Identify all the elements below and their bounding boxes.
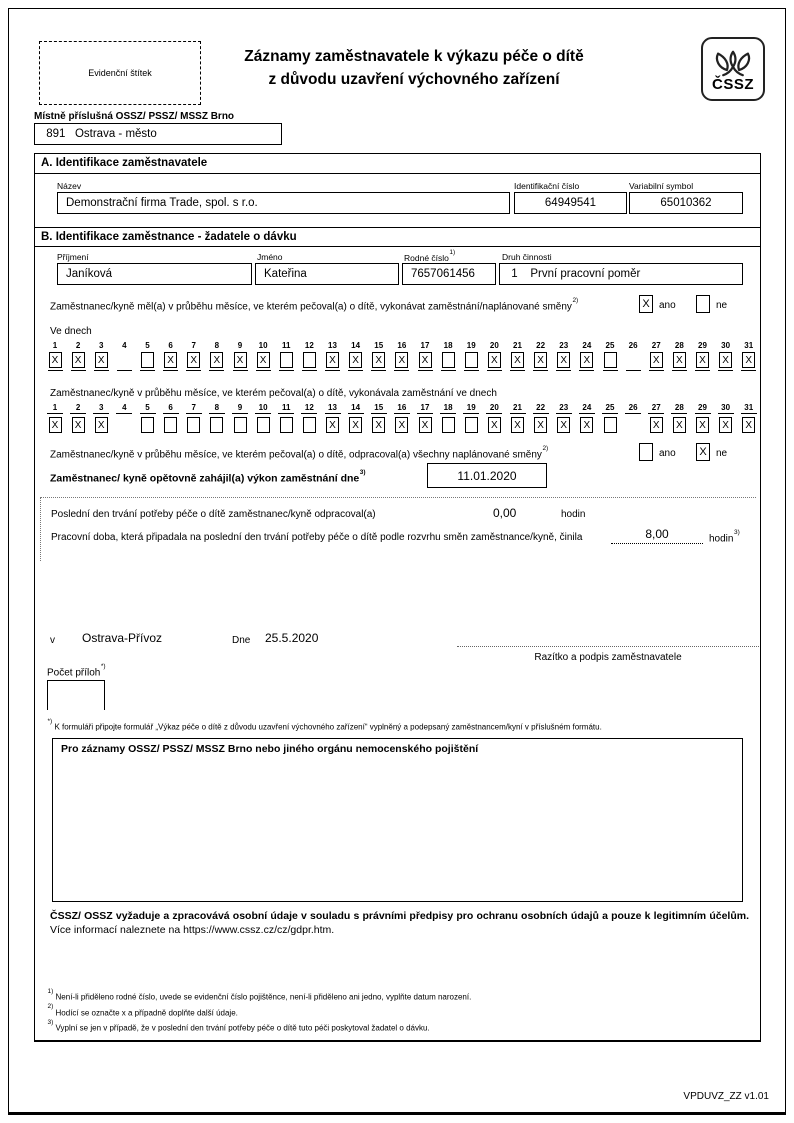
- day-checkbox[interactable]: X: [326, 352, 339, 368]
- day-number: 4: [122, 341, 127, 350]
- day-number: 3: [99, 341, 104, 350]
- day-checkbox[interactable]: X: [557, 417, 570, 433]
- day-number: 8: [214, 341, 220, 350]
- day-checkbox[interactable]: [303, 417, 316, 433]
- signature-line[interactable]: [457, 646, 759, 647]
- day-checkbox[interactable]: [234, 417, 247, 433]
- day-checkbox[interactable]: X: [719, 352, 732, 368]
- day-checkbox[interactable]: X: [650, 352, 663, 368]
- gdpr-bold: ČSSZ/ OSSZ vyžaduje a zpracovává osobní údaje v souladu s právními předpisy pro ochranu osobních údajů a pouze k legitimním účelům.: [50, 910, 749, 922]
- day-cell-9: [232, 403, 248, 433]
- day-cell-7: [186, 403, 202, 433]
- day-checkbox[interactable]: X: [395, 352, 408, 368]
- q1-ano-checkbox[interactable]: X: [639, 295, 653, 313]
- day-cell-2: [70, 403, 86, 433]
- evidencni-stitek-label: Evidenční štítek: [88, 68, 152, 78]
- day-checkbox[interactable]: X: [210, 352, 223, 368]
- day-cell-8: [209, 403, 225, 433]
- question2-text: Zaměstnanec/kyně v průběhu měsíce, ve kterém pečoval(a) o dítě, vykonávala zaměstnání ve dnech: [50, 388, 497, 399]
- ossz-label: Místně příslušná OSSZ/ PSSZ/ MSSZ Brno: [34, 111, 235, 122]
- day-checkbox[interactable]: X: [511, 352, 524, 368]
- day-number: 19: [463, 403, 479, 414]
- restart-date-field[interactable]: 11.01.2020: [427, 463, 547, 488]
- pocet-priloh-field[interactable]: [47, 680, 105, 710]
- day-cell-12: [301, 341, 317, 371]
- day-checkbox[interactable]: [141, 417, 154, 433]
- day-number: 11: [282, 341, 291, 350]
- day-checkbox[interactable]: X: [673, 352, 686, 368]
- day-cell-23: [556, 341, 572, 371]
- day-checkbox[interactable]: X: [742, 352, 755, 368]
- section-b-title: B. Identifikace zaměstnance - žadatele o dávku: [35, 227, 760, 247]
- day-cell-30: [718, 341, 734, 371]
- day-cell-18: [440, 403, 456, 433]
- footnote-1: $^{1)}$ Není-li přiděleno rodné číslo, uvede se evidenční číslo pojištěnce, není-li přiděleno ani jedno, vyplňte datum narození.: [47, 987, 472, 1002]
- cssz-logo-text: ČSSZ: [711, 75, 754, 93]
- day-checkbox[interactable]: [210, 417, 223, 433]
- day-cell-21: [510, 341, 526, 371]
- day-number: 10: [255, 403, 271, 414]
- day-number: 28: [671, 403, 687, 414]
- day-number: 22: [533, 403, 549, 414]
- day-number: 10: [258, 341, 268, 350]
- day-number: 15: [374, 341, 384, 350]
- hours-section: [40, 497, 756, 561]
- day-number: 23: [556, 403, 572, 414]
- question1-text: Zaměstnanec/kyně měl(a) v průběhu měsíce, ve kterém pečoval(a) o dítě, vykonávat zaměstnání/naplánované směny$^{2)}$: [50, 296, 579, 313]
- day-dash: [627, 417, 640, 433]
- day-dash: [118, 417, 131, 433]
- day-cell-28: [671, 341, 687, 371]
- day-number: 12: [304, 341, 314, 350]
- place-field[interactable]: Ostrava-Přívoz: [82, 631, 163, 645]
- day-number: 14: [351, 341, 361, 350]
- day-grid-worked: [47, 403, 757, 433]
- tulip-icon: [710, 49, 756, 77]
- day-number: 21: [510, 403, 526, 414]
- day-cell-21: [510, 403, 526, 433]
- day-number: 7: [186, 403, 202, 414]
- day-cell-14: [348, 341, 364, 371]
- cssz-logo: [701, 37, 765, 101]
- day-cell-2: [70, 341, 86, 371]
- day-cell-8: [209, 341, 225, 371]
- q3-ne-checkbox[interactable]: X: [696, 443, 710, 461]
- day-cell-11: [278, 341, 294, 371]
- day-cell-12: [301, 403, 317, 433]
- day-number: 5: [145, 341, 150, 350]
- form-title: [179, 45, 649, 91]
- hours-line2-value[interactable]: 8,00: [611, 527, 703, 544]
- form-body-box: [34, 153, 761, 1042]
- form-version: VPDUVZ_ZZ v1.01: [683, 1091, 769, 1102]
- ossz-field[interactable]: 891 Ostrava - město: [34, 123, 282, 145]
- day-checkbox[interactable]: [465, 417, 478, 433]
- section-a-title: A. Identifikace zaměstnavatele: [35, 154, 760, 174]
- day-checkbox[interactable]: [280, 417, 293, 433]
- q1-ano-label: ano: [659, 300, 676, 311]
- day-number: 27: [651, 341, 661, 350]
- pocet-priloh-footnote-ref: *): [100, 662, 106, 670]
- day-number: 6: [168, 341, 173, 350]
- day-number: 29: [695, 403, 711, 414]
- day-number: 2: [70, 403, 86, 414]
- day-number: 7: [191, 341, 196, 350]
- day-cell-23: [556, 403, 572, 433]
- prilohy-footnote: *) K formuláři připojte formulář „Výkaz péče o dítě z důvodu uzavření výchovného zařízení“ vyplněný a podepsaný zaměstnancem/kyní v příslušném formátu.: [47, 717, 602, 732]
- day-cell-7: [186, 341, 202, 371]
- day-cell-19: [463, 341, 479, 371]
- day-number: 5: [140, 403, 156, 414]
- hours-line2-footnote-ref: 3): [733, 528, 740, 536]
- day-checkbox[interactable]: X: [419, 417, 432, 433]
- day-checkbox[interactable]: X: [580, 417, 593, 433]
- day-cell-17: [417, 403, 433, 433]
- day-cell-20: [486, 403, 502, 433]
- day-cell-4: [116, 341, 132, 371]
- day-number: 29: [698, 341, 707, 350]
- day-number: 15: [371, 403, 387, 414]
- day-checkbox[interactable]: X: [696, 417, 709, 433]
- day-number: 8: [209, 403, 225, 414]
- day-cell-24: [579, 341, 595, 371]
- day-number: 16: [394, 403, 410, 414]
- day-checkbox[interactable]: X: [580, 352, 593, 368]
- day-checkbox[interactable]: [164, 417, 177, 433]
- day-cell-25: [602, 403, 618, 433]
- day-number: 22: [536, 341, 546, 350]
- day-cell-22: [533, 341, 549, 371]
- day-cell-22: [533, 403, 549, 433]
- prijmeni-label: Příjmení: [57, 252, 89, 262]
- day-checkbox[interactable]: X: [49, 352, 62, 368]
- nazev-field[interactable]: Demonstrační firma Trade, spol. s r.o.: [57, 192, 510, 214]
- day-checkbox[interactable]: X: [372, 417, 385, 433]
- day-number: 25: [605, 341, 615, 350]
- day-grid-planned: [47, 341, 757, 371]
- day-number: 1: [52, 341, 58, 350]
- nazev-label: Název: [57, 181, 82, 191]
- day-number: 30: [721, 341, 731, 350]
- zaznamy-box: [52, 738, 743, 902]
- day-cell-10: [255, 403, 271, 433]
- day-number: 23: [559, 341, 569, 350]
- hours-line2-unit: hodin$^{3)}$: [709, 528, 740, 545]
- footnote-3: $^{3)}$ Vyplní se jen v případě, že v poslední den trvání potřeby péče o dítě tuto péči poskytoval žadatel o dávku.: [47, 1018, 430, 1033]
- pocet-priloh-label: Počet příloh*): [47, 662, 106, 679]
- day-cell-24: [579, 403, 595, 433]
- gdpr-regular: Více informací naleznete na https://www.cssz.cz/cz/gdpr.htm.: [50, 923, 335, 936]
- day-cell-13: [325, 341, 341, 371]
- day-checkbox[interactable]: X: [72, 417, 85, 433]
- day-checkbox[interactable]: X: [419, 352, 432, 368]
- day-number: 6: [163, 403, 179, 414]
- day-cell-16: [394, 341, 410, 371]
- day-checkbox[interactable]: X: [742, 417, 755, 433]
- day-number: 19: [466, 341, 476, 350]
- day-cell-18: [440, 341, 456, 371]
- day-cell-31: [741, 341, 757, 371]
- day-number: 26: [628, 341, 638, 350]
- hours-line1-text: Poslední den trvání potřeby péče o dítě zaměstnanec/kyně odpracoval(a): [51, 509, 376, 520]
- day-cell-11: [278, 403, 294, 433]
- q3-ano-checkbox[interactable]: [639, 443, 653, 461]
- day-checkbox[interactable]: X: [234, 352, 247, 368]
- form-page: [8, 8, 786, 1115]
- day-number: 17: [417, 403, 433, 414]
- day-cell-26: [625, 403, 641, 433]
- form-title-line1: Záznamy zaměstnavatele k výkazu péče o dítě: [244, 48, 584, 65]
- day-checkbox[interactable]: X: [488, 352, 501, 368]
- ve-dnech-label: Ve dnech: [50, 326, 92, 337]
- day-number: 31: [744, 341, 754, 350]
- day-cell-5: [140, 403, 156, 433]
- rodne-cislo-footnote-ref: 1): [449, 248, 456, 256]
- day-checkbox[interactable]: X: [673, 417, 686, 433]
- day-cell-16: [394, 403, 410, 433]
- hours-line2-text: Pracovní doba, která připadala na poslední den trvání potřeby péče o dítě podle rozvrhu směn zaměstnance/kyně, činila: [51, 532, 583, 543]
- day-cell-17: [417, 341, 433, 371]
- day-checkbox[interactable]: [465, 352, 478, 368]
- day-cell-28: [671, 403, 687, 433]
- day-checkbox[interactable]: X: [164, 352, 177, 368]
- day-number: 9: [232, 403, 248, 414]
- vs-field[interactable]: 65010362: [629, 192, 743, 214]
- day-checkbox[interactable]: X: [349, 417, 362, 433]
- day-cell-1: [47, 341, 63, 371]
- day-checkbox[interactable]: X: [372, 352, 385, 368]
- day-cell-6: [163, 403, 179, 433]
- place-label: v: [50, 635, 55, 646]
- day-cell-27: [648, 341, 664, 371]
- day-number: 3: [93, 403, 109, 414]
- day-number: 28: [674, 341, 684, 350]
- prijmeni-field[interactable]: Janíková: [57, 263, 252, 285]
- day-checkbox[interactable]: [303, 352, 316, 368]
- day-cell-26: [625, 341, 641, 371]
- day-number: 24: [582, 341, 592, 350]
- day-checkbox[interactable]: X: [534, 352, 547, 368]
- signature-caption: Razítko a podpis zaměstnavatele: [534, 652, 682, 663]
- hours-line1-unit: hodin: [561, 509, 586, 520]
- day-checkbox[interactable]: X: [534, 417, 547, 433]
- day-cell-29: [695, 341, 711, 371]
- ic-label: Identifikační číslo: [514, 181, 580, 191]
- druh-cinnosti-field[interactable]: 1 První pracovní poměr: [499, 263, 743, 285]
- vs-label: Variabilní symbol: [629, 181, 694, 191]
- day-cell-19: [463, 403, 479, 433]
- day-cell-4: [116, 403, 132, 433]
- footnote-2: $^{2)}$ Hodící se označte x a případně doplňte další údaje.: [47, 1003, 238, 1018]
- day-checkbox[interactable]: X: [511, 417, 524, 433]
- day-cell-14: [348, 403, 364, 433]
- day-number: 13: [325, 403, 341, 414]
- day-dash: [627, 352, 640, 368]
- day-number: 14: [348, 403, 364, 414]
- day-checkbox[interactable]: X: [95, 417, 108, 433]
- date-field[interactable]: 25.5.2020: [265, 631, 319, 645]
- day-cell-3: [93, 403, 109, 433]
- date-label: Dne: [232, 635, 251, 646]
- day-number: 18: [440, 403, 456, 414]
- day-checkbox[interactable]: [280, 352, 293, 368]
- jmeno-label: Jméno: [257, 252, 283, 262]
- day-number: 4: [116, 403, 132, 414]
- day-checkbox[interactable]: X: [326, 417, 339, 433]
- rodne-cislo-field[interactable]: 7657061456: [402, 263, 496, 285]
- day-cell-10: [255, 341, 271, 371]
- day-number: 2: [75, 341, 81, 350]
- footnotes-block: [47, 988, 471, 1035]
- day-checkbox[interactable]: [442, 352, 455, 368]
- day-cell-27: [648, 403, 664, 433]
- q3-ano-label: ano: [659, 448, 676, 459]
- day-number: 25: [602, 403, 618, 414]
- day-checkbox[interactable]: X: [187, 352, 200, 368]
- day-checkbox[interactable]: [604, 352, 617, 368]
- hours-line1-value[interactable]: 0,00: [493, 506, 517, 520]
- evidencni-stitek-box: [39, 41, 201, 105]
- day-number: 13: [328, 341, 337, 350]
- day-checkbox[interactable]: [257, 417, 270, 433]
- day-cell-1: [47, 403, 63, 433]
- day-number: 11: [278, 403, 294, 414]
- restart-footnote-ref: 3): [359, 468, 366, 476]
- day-cell-13: [325, 403, 341, 433]
- gdpr-text: [50, 910, 749, 937]
- day-cell-3: [93, 341, 109, 371]
- ic-field[interactable]: 64949541: [514, 192, 627, 214]
- day-checkbox[interactable]: X: [49, 417, 62, 433]
- day-cell-15: [371, 341, 387, 371]
- day-number: 1: [47, 403, 63, 414]
- day-number: 20: [489, 341, 499, 350]
- day-number: 21: [513, 341, 522, 350]
- rodne-cislo-label: Rodné číslo$^{1)}$: [404, 248, 456, 263]
- day-checkbox[interactable]: X: [257, 352, 270, 368]
- question1-footnote-ref: 2): [572, 296, 579, 304]
- question3-text: Zaměstnanec/kyně v průběhu měsíce, ve kterém pečoval(a) o dítě, odpracoval(a) všechny naplánované směny$^{2)}$: [50, 444, 549, 461]
- day-number: 26: [625, 403, 641, 414]
- day-number: 24: [579, 403, 595, 414]
- day-number: 12: [301, 403, 317, 414]
- day-cell-29: [695, 403, 711, 433]
- day-checkbox[interactable]: X: [557, 352, 570, 368]
- day-cell-15: [371, 403, 387, 433]
- day-cell-9: [232, 341, 248, 371]
- q1-ne-checkbox[interactable]: [696, 295, 710, 313]
- day-dash: [118, 352, 131, 368]
- day-cell-20: [486, 341, 502, 371]
- day-number: 18: [443, 341, 453, 350]
- day-checkbox[interactable]: X: [719, 417, 732, 433]
- day-number: 20: [486, 403, 502, 414]
- day-cell-6: [163, 341, 179, 371]
- day-cell-25: [602, 341, 618, 371]
- day-checkbox[interactable]: [442, 417, 455, 433]
- form-title-line2: z důvodu uzavření výchovného zařízení: [268, 71, 560, 88]
- day-checkbox[interactable]: X: [72, 352, 85, 368]
- druh-cinnosti-label: Druh činnosti: [502, 252, 552, 262]
- question3-footnote-ref: 2): [542, 444, 549, 452]
- day-checkbox[interactable]: [604, 417, 617, 433]
- day-number: 9: [237, 341, 243, 350]
- day-checkbox[interactable]: X: [95, 352, 108, 368]
- day-checkbox[interactable]: [187, 417, 200, 433]
- day-checkbox[interactable]: X: [488, 417, 501, 433]
- q3-ne-label: ne: [716, 448, 728, 459]
- q1-ne-label: ne: [716, 300, 728, 311]
- day-number: 17: [420, 341, 430, 350]
- day-number: 31: [741, 403, 757, 414]
- day-number: 27: [648, 403, 664, 414]
- jmeno-field[interactable]: Kateřina: [255, 263, 399, 285]
- day-checkbox[interactable]: X: [349, 352, 362, 368]
- day-cell-30: [718, 403, 734, 433]
- day-checkbox[interactable]: X: [395, 417, 408, 433]
- day-number: 30: [718, 403, 734, 414]
- day-checkbox[interactable]: X: [696, 352, 709, 368]
- day-checkbox[interactable]: X: [650, 417, 663, 433]
- restart-label: Zaměstnanec/ kyně opětovně zahájil(a) výkon zaměstnání dne$^{3)}$: [50, 468, 366, 485]
- day-cell-31: [741, 403, 757, 433]
- zaznamy-title: Pro záznamy OSSZ/ PSSZ/ MSSZ Brno nebo jiného orgánu nemocenského pojištění: [61, 743, 479, 755]
- day-cell-5: [140, 341, 156, 371]
- day-number: 16: [397, 341, 407, 350]
- day-checkbox[interactable]: [141, 352, 154, 368]
